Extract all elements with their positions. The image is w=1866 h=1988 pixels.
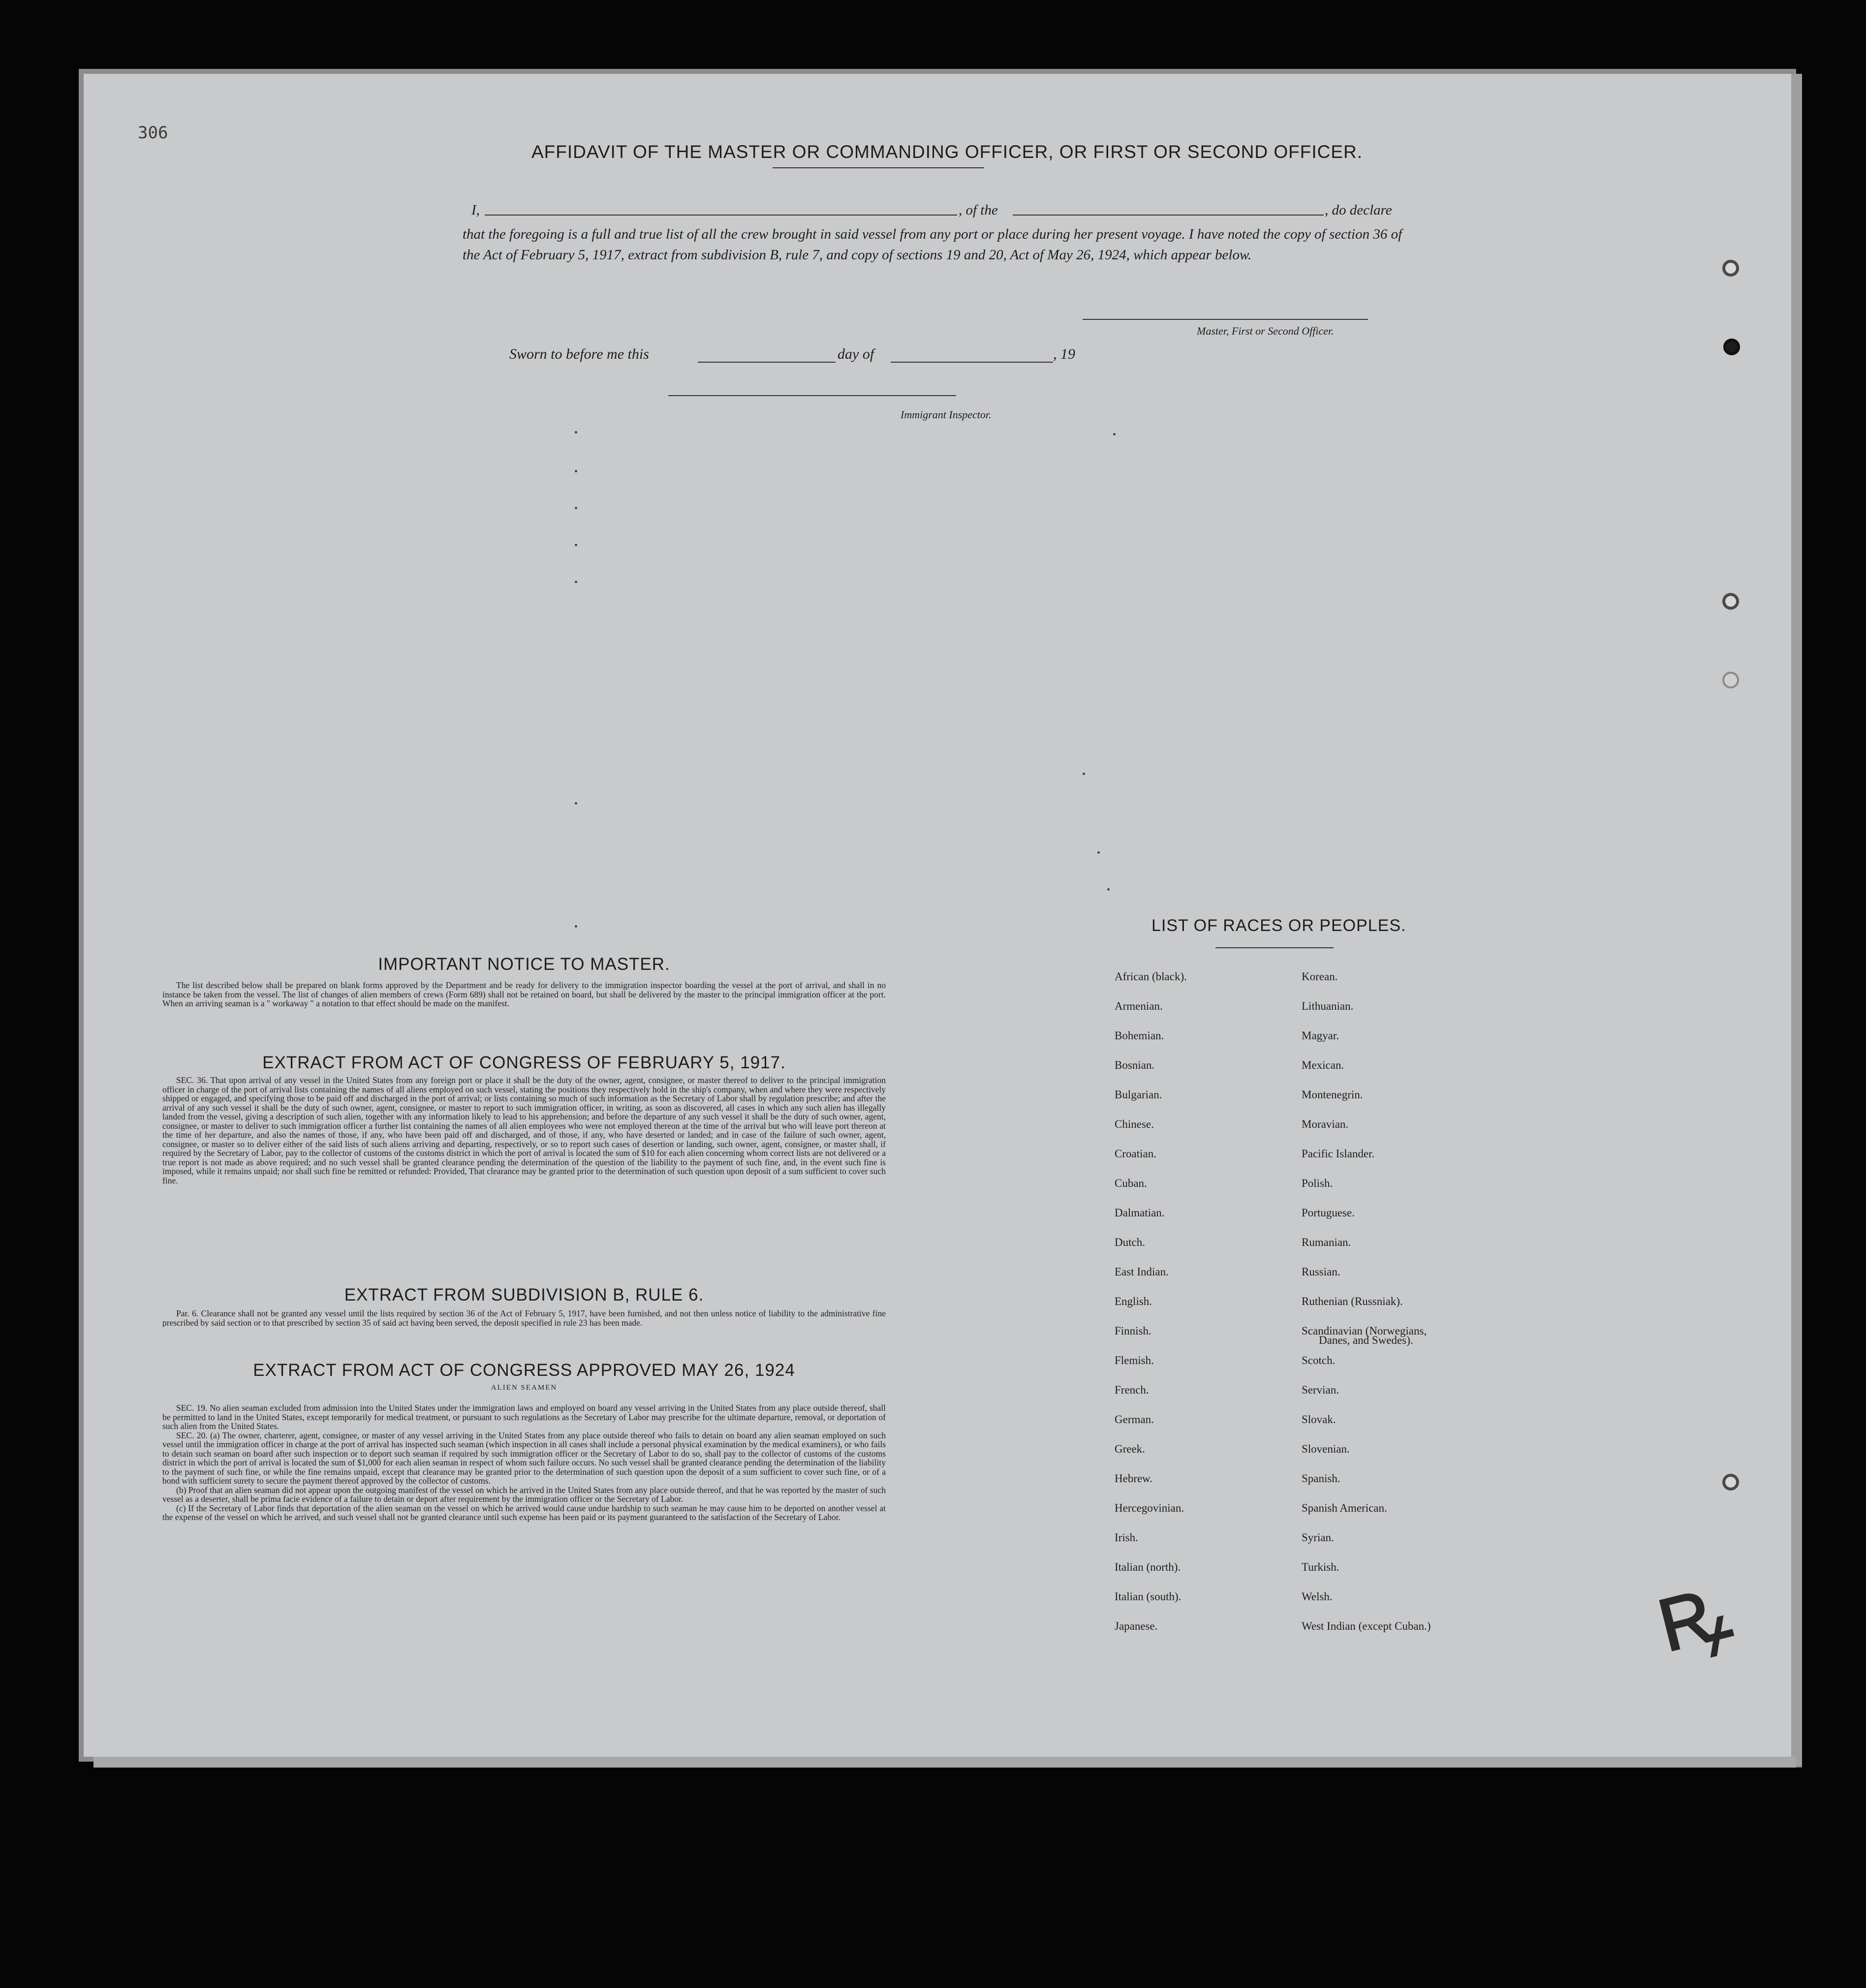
race-item: Dalmatian. xyxy=(1115,1207,1165,1219)
race-item: English. xyxy=(1115,1295,1152,1307)
race-item: Bulgarian. xyxy=(1115,1088,1162,1101)
race-item: Montenegrin. xyxy=(1302,1088,1363,1101)
race-item: Greek. xyxy=(1115,1443,1145,1455)
race-item: Servian. xyxy=(1302,1384,1339,1396)
race-item: Dutch. xyxy=(1115,1236,1145,1248)
race-item: Korean. xyxy=(1302,970,1338,983)
affidavit-declare: , do declare xyxy=(1325,202,1392,218)
race-item: Japanese. xyxy=(1115,1620,1158,1632)
race-item: Spanish. xyxy=(1302,1472,1340,1485)
race-item: Finnish. xyxy=(1115,1325,1151,1337)
section-19-text: SEC. 19. No alien seaman excluded from admission into the United States under the immigration laws and employed on board any vessel arriving in the United States from any place outside thereof, shall be permitted to land in the United States, except temporarily for medical treatment, or pursuant to such regulations as the Secretary of Labor may prescribe for the ultimate departure, removal, or deportation of such alien from the United States. xyxy=(162,1403,886,1431)
punch-hole xyxy=(1722,593,1739,610)
race-item: Slovenian. xyxy=(1302,1443,1350,1455)
race-item: Moravian. xyxy=(1302,1118,1349,1130)
extract-1924-body xyxy=(162,1403,886,1522)
race-item: Hebrew. xyxy=(1115,1472,1153,1485)
rule6-title: EXTRACT FROM SUBDIVISION B, RULE 6. xyxy=(344,1285,704,1305)
race-item: Italian (south). xyxy=(1115,1590,1182,1603)
race-item: Bosnian. xyxy=(1115,1059,1155,1071)
race-item: Cuban. xyxy=(1115,1177,1147,1189)
sworn-text: Sworn to before me this xyxy=(509,346,649,362)
section-36-text: SEC. 36. That upon arrival of any vessel in the United States from any foreign port or place it shall be the duty of the owner, agent, consignee, or master thereof to deliver to the principal immigration officer in charge of the port of arrival lists containing the names of all aliens employed on such vessel, stating the positions they respectively hold in the ship's company, when and where they were respectively shipped or engaged, and specifying those to be paid off and discharged in the port of arrival; or lists containing so much of such information as the Secretary of Labor shall by regulation prescribe; and after the arrival of any such vessel it shall be the duty of such owner, agent, consignee, or master to report to such immigration officer, in writing, as soon as discovered, all cases in which any such alien has illegally landed from the vessel, giving a description of such alien, together with any information likely to lead to his apprehension; and before the departure of any such vessel it shall be the duty of such owner, agent, consignee, or master to deliver to such immigration officer a further list containing the names of all alien employees who were not employed thereon at the time of the arrival but who will leave port thereon at the time of her departure, and also the names of those, if any, who have been paid off and discharged, and of those, if any, who have deserted or landed; and in case of the failure of such owner, agent, consignee, or master so to deliver either of the said lists of such aliens arriving and departing, respectively, or so to report such cases of desertion or landing, such owner, agent, consignee, or master shall, if required by the Secretary of Labor, pay to the collector of customs of the customs district in which the port of arrival is located the sum of $10 for each alien concerning whom correct lists are not delivered or a true report is not made as above required; and no such vessel shall be granted clearance pending the determination of the question of the liability to the payment of such fine, and, in the event such fine is imposed, while it remains unpaid; nor shall such fine be remitted or refunded: Provided, That clearance may be granted prior to the determination of such question upon deposit of a sum sufficient to cover such fine. xyxy=(162,1076,886,1185)
rule6-text: Par. 6. Clearance shall not be granted any vessel until the lists required by section 36 of the Act of February 5, 1917, have been furnished, and not then unless notice of liability to the administrative fine prescribed by said section or to that prescribed by section 35 of said act having been served, the deposit specified in rule 23 has been made. xyxy=(162,1309,886,1327)
signature-label: Master, First or Second Officer. xyxy=(1197,325,1334,337)
extract-1917-body xyxy=(162,1076,886,1185)
extract-1924-title: EXTRACT FROM ACT OF CONGRESS APPROVED MAY 26, 1924 xyxy=(253,1361,795,1380)
stray-mark xyxy=(1107,888,1110,891)
stray-mark xyxy=(575,544,577,546)
stray-mark xyxy=(575,470,577,472)
signature-line xyxy=(1083,319,1368,320)
notice-title: IMPORTANT NOTICE TO MASTER. xyxy=(378,955,670,974)
inspector-line xyxy=(668,395,956,396)
race-item: West Indian (except Cuban.) xyxy=(1302,1620,1431,1632)
race-item: Rumanian. xyxy=(1302,1236,1351,1248)
day-line xyxy=(698,362,836,363)
section-20b-text: (b) Proof that an alien seaman did not appear upon the outgoing manifest of the vessel on which he arrived in the United States from any place outside thereof, and that he was reported by the master of such vessel as a deserter, shall be prima facie evidence of a failure to detain or deport after requirement by the immigration officer or the Secretary of Labor. xyxy=(162,1485,886,1504)
race-item: Armenian. xyxy=(1115,1000,1163,1012)
punch-hole xyxy=(1722,672,1739,688)
stray-mark xyxy=(575,802,577,805)
race-item: Bohemian. xyxy=(1115,1029,1164,1042)
section-20a-text: SEC. 20. (a) The owner, charterer, agent, consignee, or master of any vessel arriving in the United States from any place outside thereof who fails to detain on board any alien seaman employed on such vessel until the immigration officer in charge at the port of arrival has inspected such seaman (which inspection in all cases shall include a personal physical examination by the medical examiners), or who fails to detain such seaman on board after such inspection or to deport such seaman if required by such immigration officer or the Secretary of Labor to do so, shall pay to the collector of customs of the customs district in which the port of arrival is located the sum of $1,000 for each alien seaman in respect of whom such failure occurs. No such vessel shall be granted clearance pending the determination of the liability to the payment of such fine, or while the fine remains unpaid, except that clearance may be granted prior to the determination of such question upon the deposit of a sum sufficient to cover such fine, or of a bond with sufficient surety to secure the payment thereof approved by the collector of customs. xyxy=(162,1430,886,1486)
month-line xyxy=(891,362,1053,363)
stray-mark xyxy=(1113,433,1116,435)
notice-paragraph: The list described below shall be prepared on blank forms approved by the Department and be ready for delivery to the immigration inspector boarding the vessel at the port of arrival, and shall in no instance be taken from the vessel. The list of changes of alien members of crews (Form 689) shall not be retained on board, but shall be delivered by the master to the principal immigration officer at the port. When an arriving seaman is a " workaway " a notation to that effect should be made on the manifest. xyxy=(162,981,886,1008)
day-of: day of xyxy=(838,346,874,362)
inspector-label: Immigrant Inspector. xyxy=(901,408,992,421)
stray-mark xyxy=(575,507,577,509)
race-item: Scotch. xyxy=(1302,1354,1336,1367)
punch-hole xyxy=(1722,260,1739,277)
race-item-scandinavian-cont: Danes, and Swedes). xyxy=(1319,1334,1413,1346)
affidavit-of-the: , of the xyxy=(959,202,998,218)
affidavit-body: that the foregoing is a full and true list of all the crew brought in said vessel from any port or place during her present voyage. I have noted the copy of section 36 of the Act of February 5, 1917, extract from subdivision B, rule 7, and copy of sections 19 and 20, Act of May 26, 1924, which appear below. xyxy=(463,226,1402,263)
alien-seamen-subtitle: ALIEN SEAMEN xyxy=(491,1384,558,1392)
affidavit-title: AFFIDAVIT OF THE MASTER OR COMMANDING OFFICER, OR FIRST OR SECOND OFFICER. xyxy=(531,142,1363,162)
race-item: Irish. xyxy=(1115,1531,1138,1544)
races-title-rule xyxy=(1215,947,1334,948)
race-item: East Indian. xyxy=(1115,1266,1169,1278)
race-item: Magyar. xyxy=(1302,1029,1339,1042)
title-rule xyxy=(773,167,984,168)
race-item: African (black). xyxy=(1115,970,1187,983)
page-number: 306 xyxy=(138,123,168,143)
races-title: LIST OF RACES OR PEOPLES. xyxy=(1151,916,1406,935)
race-item: Croatian. xyxy=(1115,1148,1156,1160)
extract-1917-title: EXTRACT FROM ACT OF CONGRESS OF FEBRUARY 5, 1917. xyxy=(262,1053,786,1072)
stray-mark xyxy=(575,431,577,434)
stray-mark xyxy=(1097,851,1100,854)
race-item: Mexican. xyxy=(1302,1059,1344,1071)
race-item: Turkish. xyxy=(1302,1561,1339,1573)
affidavit-i: I, xyxy=(471,202,480,218)
race-item: German. xyxy=(1115,1413,1154,1426)
rule6-body xyxy=(162,1309,886,1327)
race-item: Portuguese. xyxy=(1302,1207,1355,1219)
year-19: , 19 xyxy=(1053,346,1075,362)
race-item: Flemish. xyxy=(1115,1354,1154,1367)
race-item: Welsh. xyxy=(1302,1590,1333,1603)
page-edge xyxy=(1791,74,1802,1767)
race-item: Slovak. xyxy=(1302,1413,1336,1426)
race-item: Scandinavian (Norwegians, xyxy=(1302,1325,1427,1337)
race-item: Hercegovinian. xyxy=(1115,1502,1184,1514)
race-item: Ruthenian (Russniak). xyxy=(1302,1295,1403,1307)
race-item: Spanish American. xyxy=(1302,1502,1387,1514)
stray-mark xyxy=(575,581,577,583)
race-item: Chinese. xyxy=(1115,1118,1154,1130)
race-item: Russian. xyxy=(1302,1266,1340,1278)
page-edge xyxy=(93,1757,1796,1768)
stray-mark xyxy=(575,925,577,928)
vessel-line xyxy=(1013,215,1324,216)
race-item: Pacific Islander. xyxy=(1302,1148,1375,1160)
name-line xyxy=(485,215,957,216)
punch-hole xyxy=(1723,339,1740,355)
handwritten-initials: ꝶ xyxy=(1642,1547,1742,1677)
punch-hole xyxy=(1722,1474,1739,1491)
race-item: Lithuanian. xyxy=(1302,1000,1354,1012)
race-item: Syrian. xyxy=(1302,1531,1334,1544)
race-item: Polish. xyxy=(1302,1177,1333,1189)
stray-mark xyxy=(1083,773,1085,775)
race-item: French. xyxy=(1115,1384,1149,1396)
section-20c-text: (c) If the Secretary of Labor finds that deportation of the alien seaman on the vessel on which he arrived would cause undue hardship to such seaman he may cause him to be deported on another vessel at the expense of the vessel on which he arrived, and such vessel shall not be granted clearance until such expense has been paid or its payment guaranteed to the satisfaction of the Secretary of Labor. xyxy=(162,1503,886,1522)
race-item: Italian (north). xyxy=(1115,1561,1181,1573)
notice-body xyxy=(162,981,886,1008)
